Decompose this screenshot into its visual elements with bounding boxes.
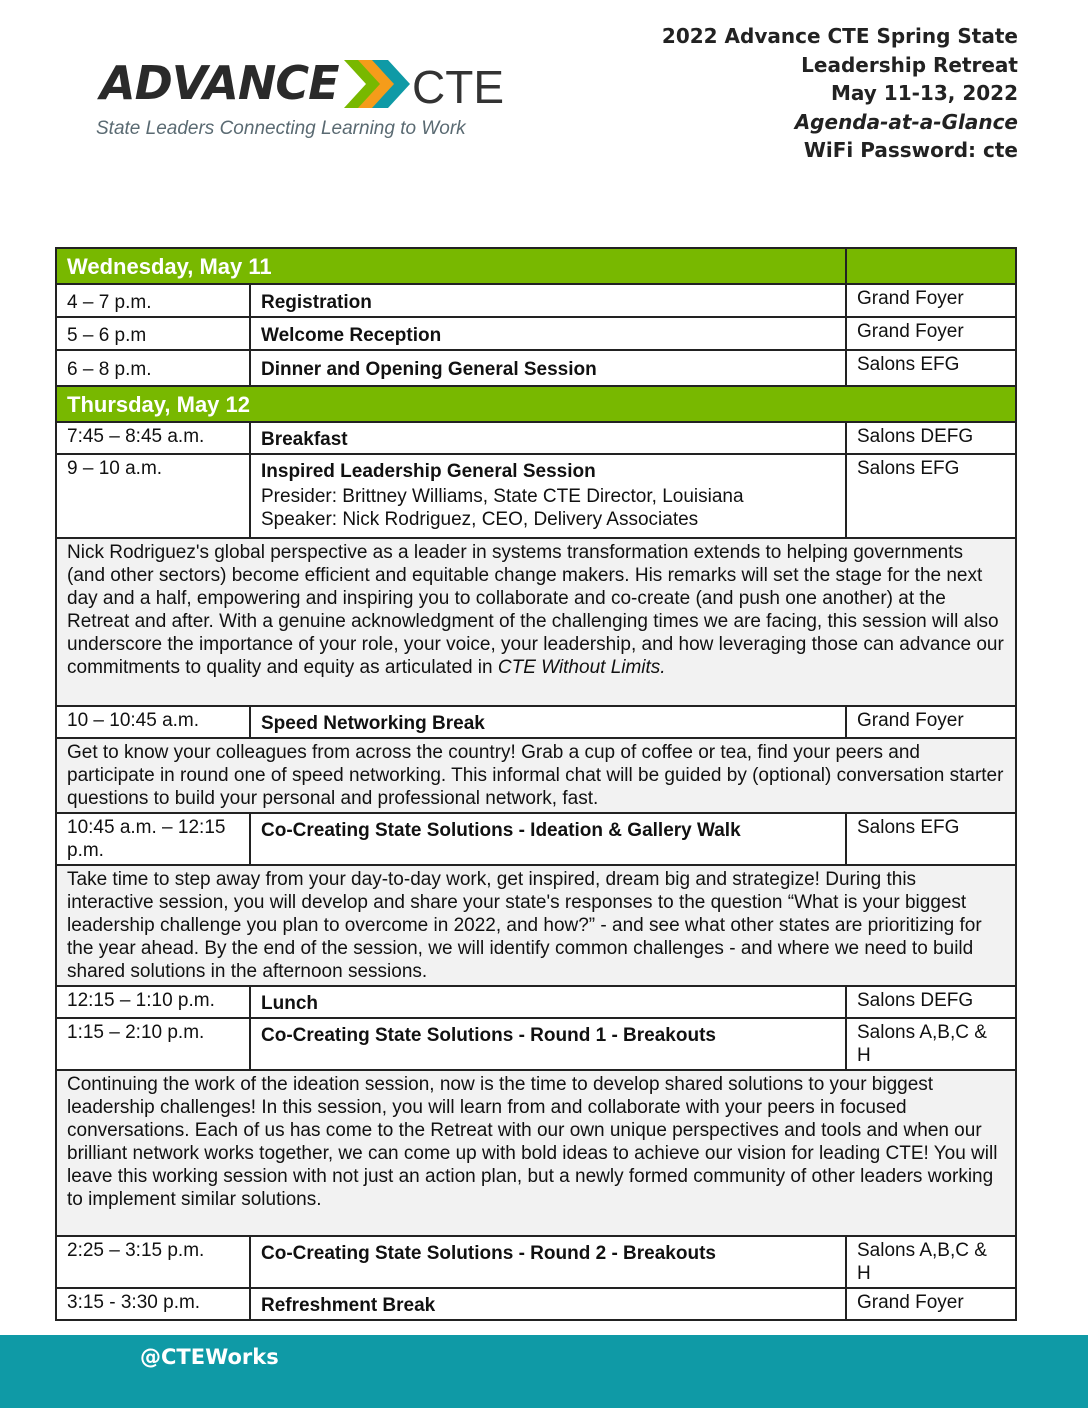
session-title: Registration <box>250 284 846 317</box>
agenda-row <box>56 706 1016 738</box>
agenda-row <box>56 284 1016 317</box>
agenda-row <box>56 454 1016 538</box>
description-emphasis: CTE Without Limits. <box>497 657 666 678</box>
session-title: Welcome Reception <box>250 317 846 350</box>
day-header-blank <box>846 248 1016 284</box>
agenda-row <box>56 1018 1016 1070</box>
day-header-row <box>56 386 1016 422</box>
session-title: Breakfast <box>250 422 846 454</box>
location-cell: Grand Foyer <box>846 1288 1016 1320</box>
description-row <box>56 538 1016 706</box>
session-description: Get to know your colleagues from across the country! Grab a cup of coffee or tea, find your peers and participate in round one of speed networking. This informal chat will be guided by (optional) conversation starter questions to build your personal and professional network, fast. <box>56 738 1016 813</box>
session-title: Inspired Leadership General Session <box>261 461 596 482</box>
session-title: Co-Creating State Solutions - Round 1 - Breakouts <box>250 1018 846 1070</box>
agenda-row <box>56 317 1016 350</box>
time-cell: 4 – 7 p.m. <box>56 284 250 317</box>
social-handle: @CTEWorks <box>140 1345 279 1369</box>
session-title: Refreshment Break <box>250 1288 846 1320</box>
agenda-row <box>56 350 1016 386</box>
agenda-row <box>56 813 1016 865</box>
agenda-label: Agenda-at-a-Glance <box>794 109 1018 134</box>
agenda-row <box>56 986 1016 1018</box>
time-cell: 10 – 10:45 a.m. <box>56 706 250 738</box>
location-cell: Salons A,B,C & H <box>846 1236 1016 1288</box>
location-cell: Salons EFG <box>846 813 1016 865</box>
time-cell: 2:25 – 3:15 p.m. <box>56 1236 250 1288</box>
chevron-logo-icon <box>342 56 412 112</box>
time-cell: 10:45 a.m. – 12:15 p.m. <box>56 813 250 865</box>
time-cell: 3:15 - 3:30 p.m. <box>56 1288 250 1320</box>
location-cell: Salons EFG <box>846 454 1016 538</box>
event-dates: May 11-13, 2022 <box>831 81 1018 105</box>
day-header-row <box>56 248 1016 284</box>
footer-bar <box>0 1335 1088 1408</box>
session-description <box>56 538 1016 706</box>
session-title: Co-Creating State Solutions - Ideation & Gallery Walk <box>250 813 846 865</box>
day-label: Thursday, May 12 <box>56 386 1016 422</box>
time-cell: 1:15 – 2:10 p.m. <box>56 1018 250 1070</box>
session-speaker: Speaker: Nick Rodriguez, CEO, Delivery Associates <box>261 509 699 530</box>
time-cell: 6 – 8 p.m. <box>56 350 250 386</box>
description-row <box>56 865 1016 986</box>
event-title-line2: Leadership Retreat <box>801 52 1018 77</box>
agenda-row <box>56 1288 1016 1320</box>
agenda-row <box>56 422 1016 454</box>
agenda-table <box>55 247 1017 1321</box>
session-presider: Presider: Brittney Williams, State CTE Director, Louisiana <box>261 486 744 507</box>
session-description: Take time to step away from your day-to-day work, get inspired, dream big and strategize! During this interactive session, you will develop and share your state's responses to the question “What is your biggest leadership challenge you plan to overcome in 2022, and how?” - and see what other states are prioritizing for the year ahead. By the end of the session, we will identify common challenges - and where we need to build shared solutions in the afternoon sessions. <box>56 865 1016 986</box>
time-cell: 9 – 10 a.m. <box>56 454 250 538</box>
session-title: Lunch <box>250 986 846 1018</box>
session-title: Speed Networking Break <box>250 706 846 738</box>
event-header <box>662 22 1018 165</box>
time-cell: 12:15 – 1:10 p.m. <box>56 986 250 1018</box>
location-cell: Salons DEFG <box>846 986 1016 1018</box>
time-cell: 7:45 – 8:45 a.m. <box>56 422 250 454</box>
location-cell: Grand Foyer <box>846 284 1016 317</box>
description-row <box>56 738 1016 813</box>
location-cell: Salons EFG <box>846 350 1016 386</box>
wifi-password: WiFi Password: cte <box>803 138 1018 162</box>
session-title: Co-Creating State Solutions - Round 2 - Breakouts <box>250 1236 846 1288</box>
logo-tagline: State Leaders Connecting Learning to Work <box>96 118 466 139</box>
location-cell: Grand Foyer <box>846 317 1016 350</box>
location-cell: Grand Foyer <box>846 706 1016 738</box>
logo-suffix: CTE <box>412 61 504 113</box>
event-title-line1: 2022 Advance CTE Spring State <box>661 24 1018 48</box>
time-cell: 5 – 6 p.m <box>56 317 250 350</box>
description-text: Nick Rodriguez's global perspective as a leader in systems transformation extends to helping governments (and other sectors) become efficient and equitable change makers. His remarks will set the stage for the next day and a half, empowering and inspiring you to collaborate and co-create (and push one another) at the Retreat and after. With a genuine acknowledgment of the challenging times we are facing, this session will also underscore the importance of your role, your voice, your leadership, and how leveraging those can advance our commitments to quality and equity as articulated in <box>67 542 1004 678</box>
session-description: Continuing the work of the ideation session, now is the time to develop shared solutions to your biggest leadership challenges! In this session, you will learn from and collaborate with your peers in focused conversations. Each of us has come to the Retreat with our own unique perspectives and tools and when our brilliant network works together, we can come up with bold ideas to achieve our vision for leading CTE! You will leave this working session with not just an action plan, but a newly formed community of other leaders working to implement similar solutions. <box>56 1070 1016 1236</box>
advance-cte-logo <box>96 52 520 142</box>
agenda-row <box>56 1236 1016 1288</box>
day-label: Wednesday, May 11 <box>56 248 846 284</box>
session-cell <box>250 454 846 538</box>
location-cell: Salons DEFG <box>846 422 1016 454</box>
description-row <box>56 1070 1016 1236</box>
session-title: Dinner and Opening General Session <box>250 350 846 386</box>
location-cell: Salons A,B,C & H <box>846 1018 1016 1070</box>
logo-word: ADVANCE <box>100 56 339 110</box>
